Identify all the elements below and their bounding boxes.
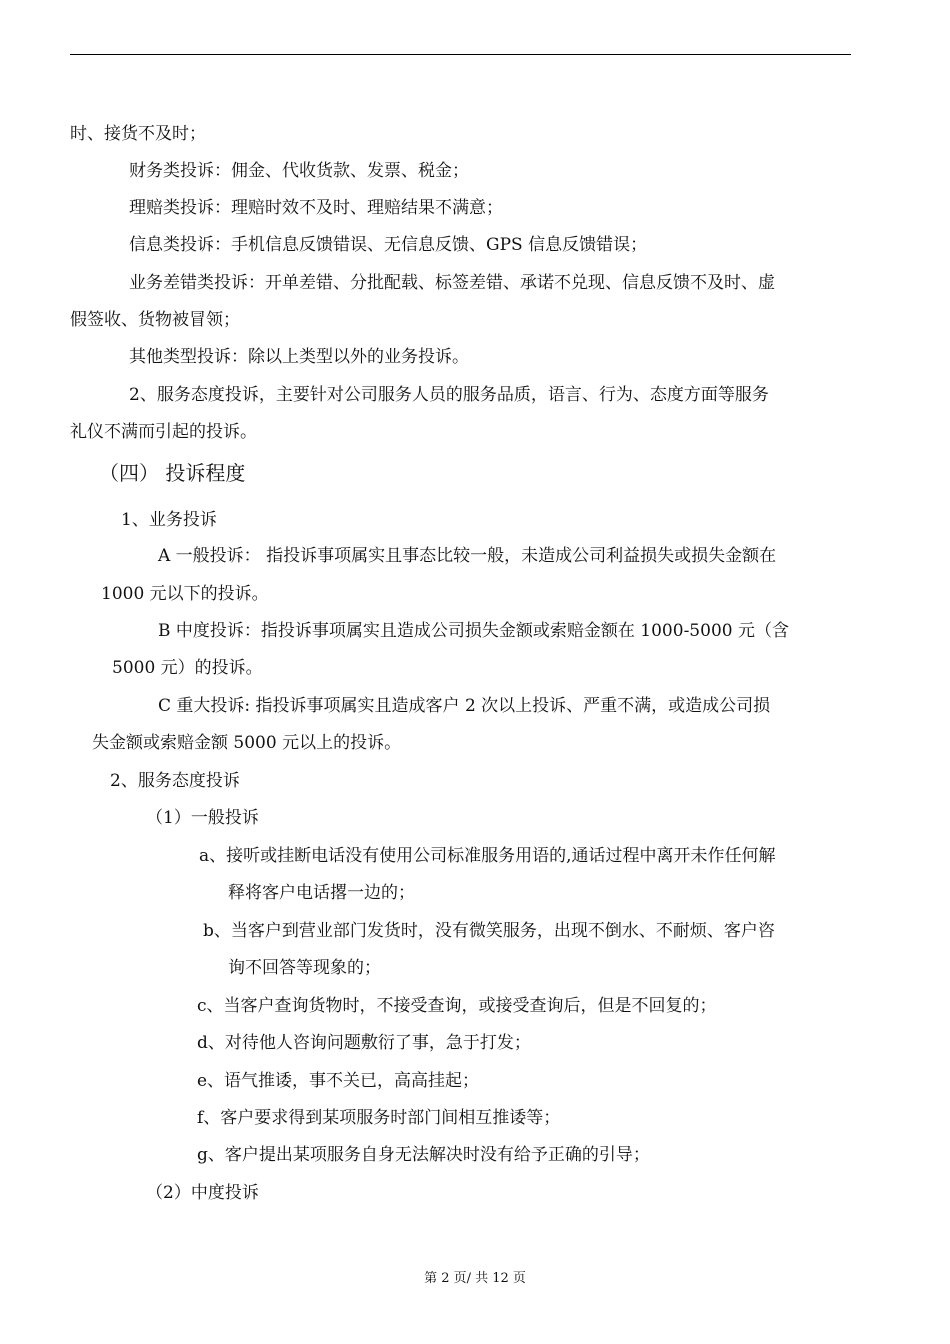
text-line: 时、接货不及时； [70, 124, 206, 144]
text-line: f、客户要求得到某项服务时部门间相互推诿等； [197, 1108, 561, 1128]
text-line: A 一般投诉： 指投诉事项属实且事态比较一般，未造成公司利益损失或损失金额在 [158, 546, 777, 566]
text-line: 5000 元）的投诉。 [112, 658, 263, 678]
text-line: 其他类型投诉：除以上类型以外的业务投诉。 [129, 347, 469, 367]
header-rule [70, 54, 851, 55]
text-line: 业务差错类投诉：开单差错、分批配载、标签差错、承诺不兑现、信息反馈不及时、虚 [129, 273, 775, 293]
text-line: c、当客户查询货物时，不接受查询，或接受查询后，但是不回复的； [197, 996, 717, 1016]
text-line: 礼仪不满而引起的投诉。 [70, 422, 257, 442]
text-line: C 重大投诉: 指投诉事项属实且造成客户 2 次以上投诉、严重不满，或造成公司损 [158, 696, 771, 716]
text-line: a、接听或挂断电话没有使用公司标准服务用语的,通话过程中离开未作任何解 [199, 846, 776, 866]
text-line: g、客户提出某项服务自身无法解决时没有给予正确的引导； [197, 1145, 650, 1165]
text-line: 假签收、货物被冒领； [70, 310, 240, 330]
text-line: 询不回答等现象的； [228, 958, 381, 978]
text-line: 财务类投诉：佣金、代收货款、发票、税金； [129, 161, 469, 181]
text-line: d、对待他人咨询问题敷衍了事，急于打发； [197, 1033, 531, 1053]
subsection-heading: （2）中度投诉 [146, 1183, 259, 1203]
text-line: e、语气推诿，事不关已，高高挂起； [197, 1071, 480, 1091]
text-line: 2、服务态度投诉，主要针对公司服务人员的服务品质，语言、行为、态度方面等服务 [129, 385, 769, 405]
section-heading: （四） 投诉程度 [99, 461, 246, 485]
subsection-heading: 2、服务态度投诉 [110, 771, 240, 791]
subsection-heading: （1）一般投诉 [146, 808, 259, 828]
text-line: b、当客户到营业部门发货时，没有微笑服务，出现不倒水、不耐烦、客户咨 [203, 921, 775, 941]
subsection-heading: 1、业务投诉 [121, 510, 217, 530]
text-line: 理赔类投诉：理赔时效不及时、理赔结果不满意； [129, 198, 503, 218]
page-footer: 第 2 页/ 共 12 页 [424, 1271, 526, 1286]
text-line: 1000 元以下的投诉。 [101, 584, 269, 604]
text-line: 失金额或索赔金额 5000 元以上的投诉。 [92, 733, 402, 753]
text-line: 信息类投诉：手机信息反馈错误、无信息反馈、GPS 信息反馈错误； [129, 235, 648, 255]
text-line: B 中度投诉：指投诉事项属实且造成公司损失金额或索赔金额在 1000-5000 元（含 [158, 621, 789, 641]
text-line: 释将客户电话撂一边的； [228, 883, 415, 903]
